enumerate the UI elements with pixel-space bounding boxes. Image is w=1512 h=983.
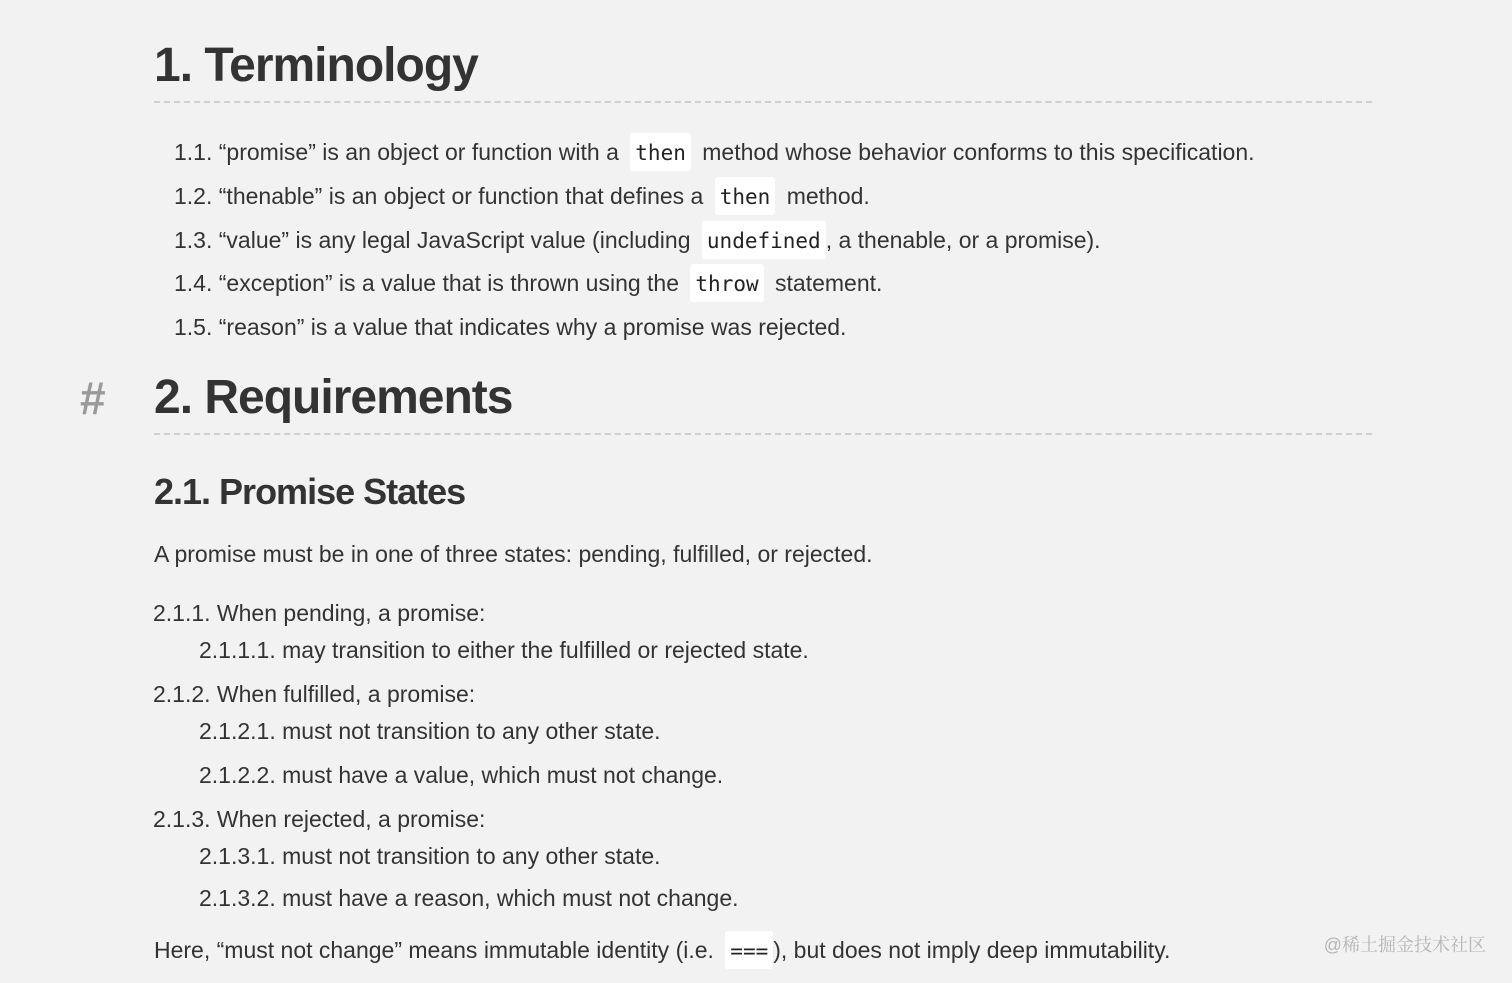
inline-code: === [725,931,773,969]
inline-code: then [630,133,691,171]
heading-divider [154,433,1372,435]
state-subitem: 2.1.2.1. must not transition to any other state. [199,718,661,744]
item-number: 1.1. [174,139,213,165]
item-number: 1.4. [174,270,213,296]
state-item-fulfilled: 2.1.2. When fulfilled, a promise: [153,681,476,707]
item-text: “thenable” is an object or function that defines a [218,183,704,209]
footnote-paragraph [154,939,1170,962]
item-text: “promise” is an object or function with a [218,139,619,165]
terminology-item-thenable [174,185,870,208]
item-text: “reason” is a value that indicates why a promise was rejected. [218,314,847,340]
item-text: , a thenable, or a promise). [825,227,1101,253]
terminology-item-exception [174,272,882,295]
section-anchor-link[interactable]: # [80,372,106,424]
state-item-pending: 2.1.1. When pending, a promise: [153,600,486,626]
item-text: method. [786,183,870,209]
state-subitem: 2.1.1.1. may transition to either the fulfilled or rejected state. [199,637,809,663]
state-subitem: 2.1.3.1. must not transition to any other state. [199,843,661,869]
intro-paragraph: A promise must be in one of three states: pending, fulfilled, or rejected. [154,541,873,567]
watermark: @稀土掘金技术社区 [1323,935,1486,955]
section-heading-terminology: 1. Terminology [154,39,478,92]
terminology-item-value [174,229,1101,252]
state-subitem: 2.1.3.2. must have a reason, which must not change. [199,885,739,911]
item-text: statement. [775,270,883,296]
state-item-rejected: 2.1.3. When rejected, a promise: [153,806,486,832]
item-number: 1.5. [174,314,213,340]
heading-divider [154,101,1372,103]
inline-code: then [715,177,776,215]
item-text: “exception” is a value that is thrown using the [218,270,680,296]
state-subitem: 2.1.2.2. must have a value, which must not change. [199,762,724,788]
item-text: method whose behavior conforms to this specification. [702,139,1255,165]
item-number: 1.2. [174,183,213,209]
footnote-text: Here, “must not change” means immutable identity (i.e. [154,937,714,963]
terminology-item-reason [174,316,846,339]
item-number: 1.3. [174,227,213,253]
footnote-text: ), but does not imply deep immutability. [773,937,1171,963]
inline-code: undefined [702,221,826,259]
subsection-heading-promise-states: 2.1. Promise States [154,471,466,512]
item-text: “value” is any legal JavaScript value (including [218,227,691,253]
section-heading-requirements: 2. Requirements [154,371,513,424]
terminology-item-promise [174,141,1255,164]
inline-code: throw [690,264,763,302]
